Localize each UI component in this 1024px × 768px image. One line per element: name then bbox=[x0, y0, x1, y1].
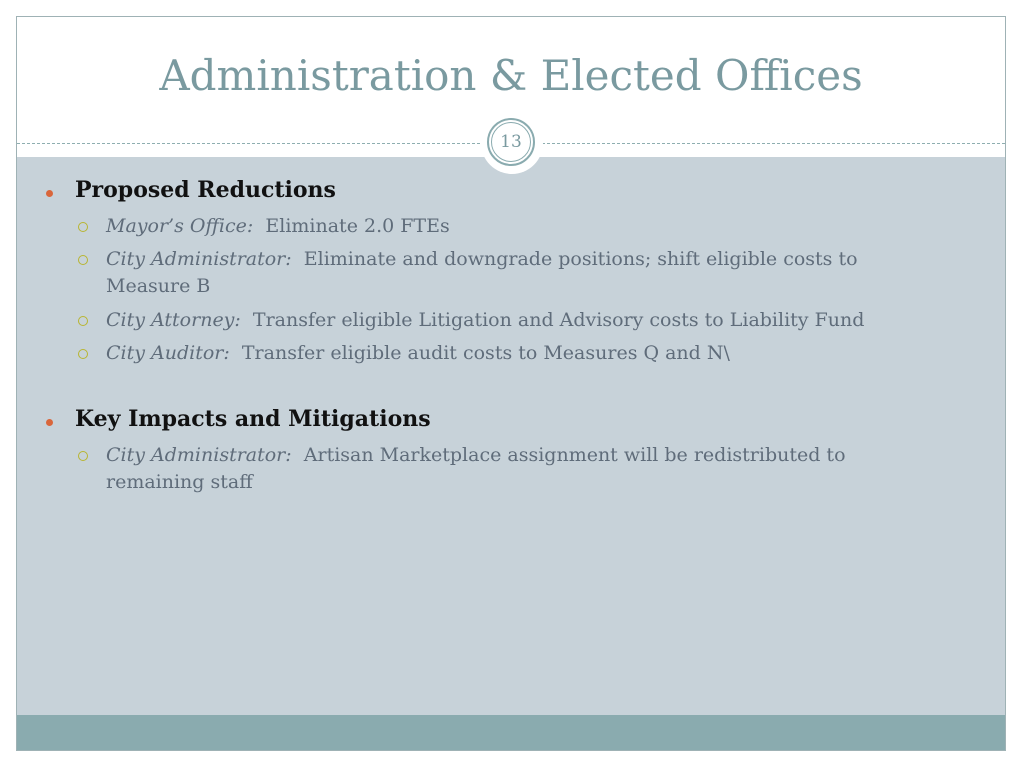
hollow-bullet-icon bbox=[78, 316, 88, 326]
item-label: Mayor’s Office: bbox=[106, 215, 254, 237]
hollow-bullet-icon bbox=[78, 451, 88, 461]
item-label: City Attorney: bbox=[106, 309, 241, 331]
hollow-bullet-icon bbox=[78, 349, 88, 359]
bullet-dot-icon bbox=[46, 190, 53, 197]
list-item bbox=[106, 340, 916, 367]
item-text: Eliminate and downgrade positions; shift eligible costs to Measure B bbox=[106, 248, 858, 297]
bullet-dot-icon bbox=[46, 419, 53, 426]
slide-title: Administration & Elected Offices bbox=[159, 51, 863, 100]
section-heading-key-impacts: Key Impacts and Mitigations bbox=[75, 406, 431, 432]
item-text: Eliminate 2.0 FTEs bbox=[265, 215, 450, 237]
item-text: Artisan Marketplace assignment will be redistributed to remaining staff bbox=[106, 444, 846, 493]
list-item bbox=[106, 442, 916, 496]
item-label: City Auditor: bbox=[106, 342, 230, 364]
footer-band bbox=[17, 715, 1005, 750]
item-text: Transfer eligible Litigation and Advisory costs to Liability Fund bbox=[252, 309, 865, 331]
content-area bbox=[17, 157, 1005, 717]
page-number-ring bbox=[487, 118, 535, 166]
item-text: Transfer eligible audit costs to Measures Q and N\ bbox=[241, 342, 730, 364]
item-label: City Administrator: bbox=[106, 444, 292, 466]
list-item bbox=[106, 307, 916, 334]
hollow-bullet-icon bbox=[78, 255, 88, 265]
hollow-bullet-icon bbox=[78, 222, 88, 232]
list-item bbox=[106, 213, 916, 240]
item-label: City Administrator: bbox=[106, 248, 292, 270]
slide bbox=[16, 16, 1006, 751]
page-number: 13 bbox=[500, 132, 522, 152]
list-item bbox=[106, 246, 916, 300]
section-heading-proposed-reductions: Proposed Reductions bbox=[75, 177, 336, 203]
